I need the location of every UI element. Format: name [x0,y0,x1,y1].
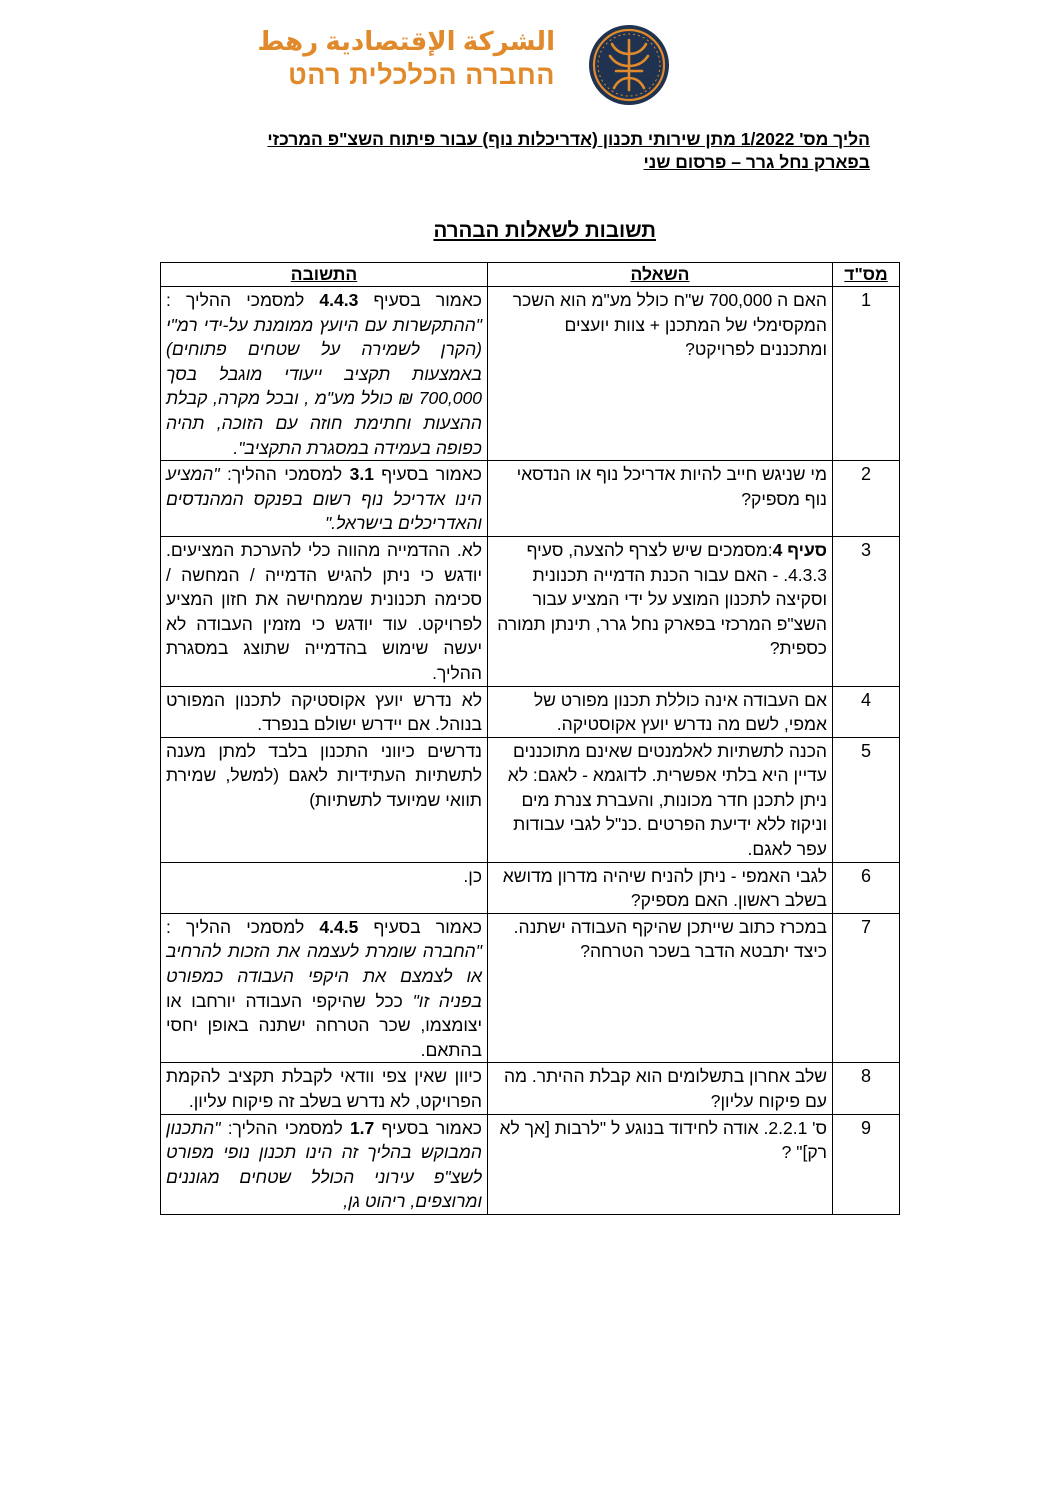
answer-lead: כאמור בסעיף [374,1117,482,1138]
row-answer: נדרשים כיווני התכנון בלבד למתן מענה לתשתיות העתידיות לאגם (למשל, שמירת תוואי שמיועד לתשתיות) [161,737,488,862]
row-answer: לא נדרש יועץ אקוסטיקה לתכנון המפורט בנוהל. אם יידרש ישולם בנפרד. [161,686,488,737]
answer-quote: "ההתקשרות עם היועץ ממומנת על-ידי רמ"י (הקרן לשמירה על שטחים פתוחים) באמצעות תקציב ייעודי מוגבל בסך 700,000 ₪ כולל מע"מ , ובכל מקרה, קבלת ההצעות וחתימת חוזה עם הזוכה, תהיה כפופה בעמידה במסגרת התקציב". [166,314,482,458]
answer-lead: כאמור בסעיף [373,464,482,485]
row-question: הכנה לתשתיות לאלמנטים שאינם מתוכננים עדיין היא בלתי אפשרית. לדוגמא - לאגם: לא ניתן לתכנן חדר מכונות, והעברת צנרת מים וניקוז ללא ידיעת הפרטים .כנ"ל לגבי עבודות עפר לאגם. [488,737,833,862]
row-answer [161,461,488,537]
header-question: השאלה [488,263,833,287]
row-answer: כיוון שאין צפי וודאי לקבלת תקציב להקמת הפרויקט, לא נדרש בשלב זה פיקוח עליון. [161,1063,488,1114]
answer-tail: ככל שהיקפי העבודה יורחבו או יצומצמו, שכר הטרחה ישתנה באופן יחסי בהתאם. [166,990,482,1060]
table-row [161,461,900,537]
answer-lead-2: למסמכי ההליך : [166,290,320,310]
document-heading [160,128,870,174]
table-header-row [161,263,900,287]
logo-hebrew-name: החברה הכלכלית רהט [288,60,555,90]
logo-arabic-name: الشركة الإقتصادية رهط [257,26,555,56]
row-number: 6 [833,862,900,913]
row-answer [161,913,488,1063]
answer-quote: "המציע הינו אדריכל נוף רשום בפנקס המהנדסים והאדריכלים בישראל." [166,464,482,534]
answer-lead-2: למסמכי ההליך: [227,1117,350,1138]
row-question: ס' 2.2.1. אודה לחידוד בנוגע ל "לרבות [אך לא רק]" ? [488,1114,833,1214]
row-number: 2 [833,461,900,537]
table-row [161,287,900,461]
row-question [488,536,833,686]
row-number: 1 [833,287,900,461]
answer-lead: כאמור בסעיף [358,290,482,310]
row-number: 5 [833,737,900,862]
table-row [161,862,900,913]
row-answer [161,287,488,461]
row-question: מי שניגש חייב להיות אדריכל נוף או הנדסאי נוף מספיק? [488,461,833,537]
row-answer [161,1114,488,1214]
row-question: האם ה 700,000 ש"ח כולל מע"מ הוא השכר המקסימלי של המתכנן + צוות יועצים ומתכננים לפרויקט? [488,287,833,461]
company-seal-icon [588,24,670,106]
row-number: 8 [833,1063,900,1114]
answer-quote: "התכנון המבוקש בהליך זה הינו תכנון נופי מפורט לשצ"פ עירוני הכולל שטחים מגוננים ומרוצפים, ריהוט גן, [166,1117,482,1212]
answer-section-ref: 4.4.3 [319,290,359,310]
answer-lead-2: למסמכי ההליך: [226,464,350,485]
table-row [161,686,900,737]
answer-lead: כאמור בסעיף [358,916,482,937]
row-answer: כן. [161,862,488,913]
row-question: לגבי האמפי - ניתן להניח שיהיה מדרון מדושא בשלב ראשון. האם מספיק? [488,862,833,913]
table-row [161,536,900,686]
question-lead: סעיף 4 [772,539,827,560]
table-row [161,913,900,1063]
header-answer: התשובה [161,263,488,287]
table-row [161,737,900,862]
row-answer: לא. ההדמייה מהווה כלי להערכת המציעים. יודגש כי ניתן להגיש הדמייה / המחשה / סכימה תכנונית שממחישה את חזון המציע לפרויקט. עוד יודגש כי מזמין העבודה לא יעשה שימוש בהדמייה שתוצג במסגרת ההליך. [161,536,488,686]
header-num: מס"ד [833,263,900,287]
document-subtitle: תשובות לשאלות הבהרה [433,219,656,242]
row-question: במכרז כתוב שייתכן שהיקף העבודה ישתנה. כיצד יתבטא הדבר בשכר הטרחה? [488,913,833,1063]
row-question: אם העבודה אינה כוללת תכנון מפורט של אמפי, לשם מה נדרש יועץ אקוסטיקה. [488,686,833,737]
company-logo [257,24,670,108]
question-text: :מסמכים שיש לצרף להצעה, סעיף 4.3.3. - האם עבור הכנת הדמייה תכנונית וסקיצה לתכנון המוצע על ידי המציע עבור השצ"פ המרכזי בפארק נחל גרר, תינתן תמורה כספית? [497,539,827,659]
answer-section-ref: 3.1 [349,464,374,485]
table-row [161,1114,900,1214]
answer-lead-2: למסמכי ההליך : [166,916,320,937]
heading-line-2: בפארק נחל גרר – פרסום שני [643,152,870,172]
row-number: 9 [833,1114,900,1214]
clarification-table [160,262,900,1215]
row-number: 4 [833,686,900,737]
table-row [161,1063,900,1114]
logo-text [257,24,555,92]
row-question: שלב אחרון בתשלומים הוא קבלת ההיתר. מה עם פיקוח עליון? [488,1063,833,1114]
answer-section-ref: 4.4.5 [319,916,359,937]
heading-line-1: הליך מס' 1/2022 מתן שירותי תכנון (אדריכלות נוף) עבור פיתוח השצ"פ המרכזי [267,129,870,149]
answer-section-ref: 1.7 [349,1117,375,1138]
row-number: 7 [833,913,900,1063]
row-number: 3 [833,536,900,686]
answer-quote: "החברה שומרת לעצמה את הזכות להרחיב או לצמצם את היקפי העבודה כמפורט בפניה זו" [166,941,482,1011]
